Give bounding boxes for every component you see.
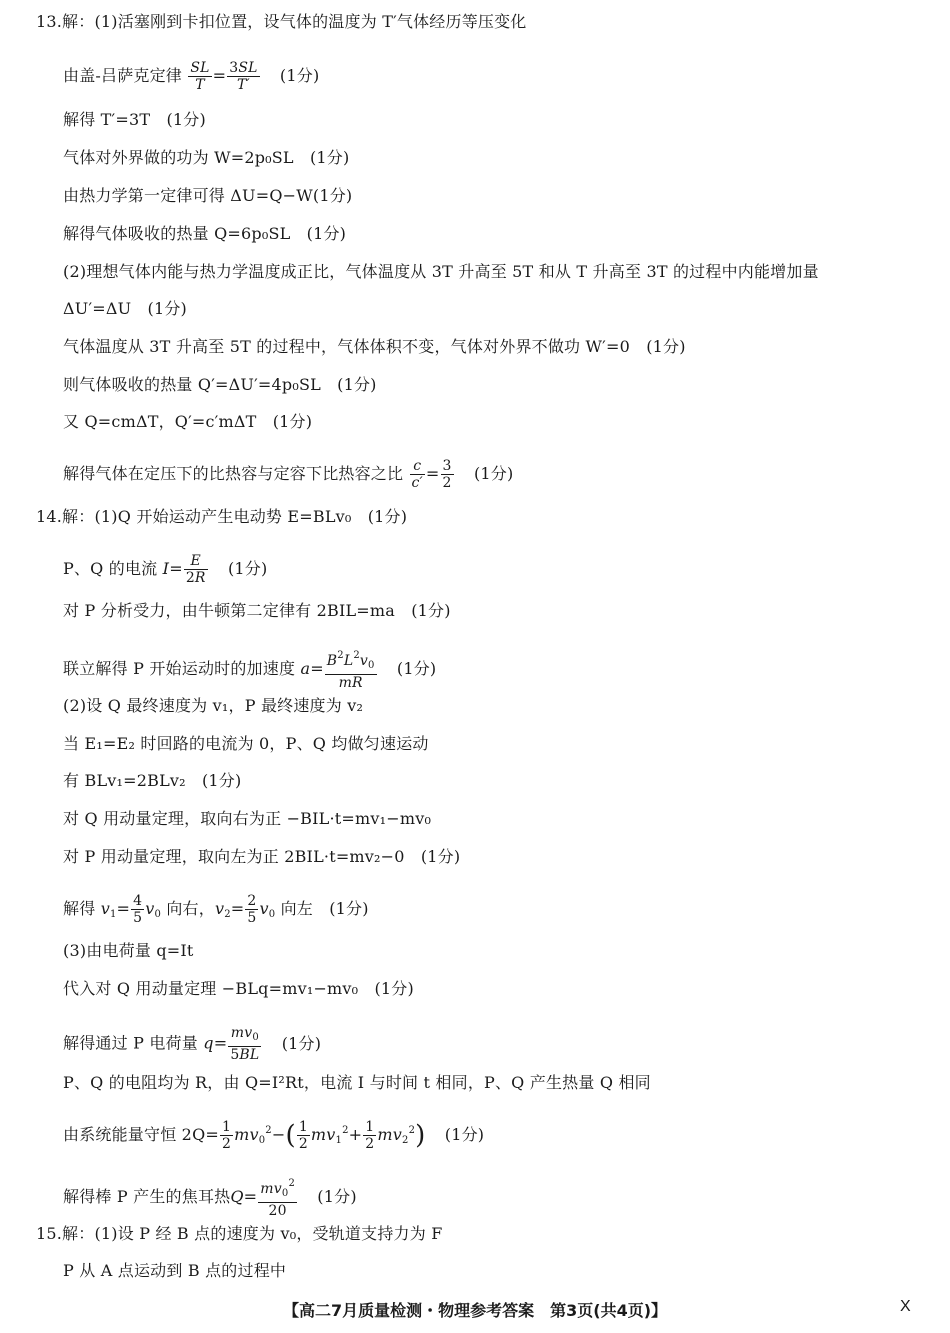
fraction: $\frac{mv_0}{5BL}$ [230,1025,260,1063]
q13-number: 13. [36,12,63,31]
q14-line-15: (3)由电荷量 q=It [63,941,194,960]
q14-line-10: 对 Q 用动量定理，取向右为正 −BIL·t=mv₁−mv₀ [63,809,432,828]
q15-number: 15. [36,1224,63,1243]
fraction: $\frac{1}{2}$ [222,1119,232,1152]
fraction: $\frac{2}{5}$ [247,893,257,926]
q14-line-16: 代入对 Q 用动量定理 −BLq=mv₁−mv₀ (1分) [63,979,414,998]
q13-specific-heat-ratio: 解得气体在定压下的比热容与定容下比热容之比 $\frac{c}{c'}$ = $\frac{3}{2}$ (1分) [63,458,514,491]
q13-line-7: (2)理想气体内能与热力学温度成正比，气体温度从 3T 升高至 5T 和从 T 升高至 3T 的过程中内能增加量 [63,262,819,281]
fraction: $\frac{mv_0^2}{20}$ [260,1178,295,1219]
q13-line-3: 解得 T′=3T (1分) [63,110,206,129]
q14-line-3: 对 P 分析受力，由牛顿第二定律有 2BIL=ma (1分) [63,601,451,620]
corner-mark: X [900,1298,911,1315]
q13-line-8: ΔU′=ΔU (1分) [63,299,187,318]
q15-line-2: P 从 A 点运动到 B 点的过程中 [63,1261,287,1280]
q14-line-1: 14.解：(1)Q 开始运动产生电动势 E=BLv₀ (1分) [36,507,408,526]
q15-line-1: 15.解：(1)设 P 经 B 点的速度为 v₀，受轨道支持力为 F [36,1224,443,1243]
fraction: $\frac{3SL}{T'}$ [229,60,258,93]
q14-energy-conservation: 由系统能量守恒 2Q= $\frac{1}{2}$ $mv_0^2-$( $\frac{1}{2}$ $mv_1^2+$ $\frac{1}{2}$ $mv_2^2$) (1分) [63,1119,485,1152]
fraction: $\frac{c}{c'}$ [411,458,423,491]
fraction: $\frac{1}{2}$ [365,1119,375,1152]
q14-final-velocities: 解得 $v_1=$ $\frac{4}{5}$ $v_0$ 向右，$v_2=$ $\frac{2}{5}$ $v_0$ 向左 (1分) [63,893,369,926]
q14-acceleration: 联立解得 P 开始运动时的加速度 a= $\frac{B^2L^2v_0}{mR}$ (1分) [63,650,437,691]
page-footer: 【高二7月质量检测・物理参考答案 第3页(共4页)】 [282,1301,668,1320]
q13-line-6: 解得气体吸收的热量 Q=6p₀SL (1分) [63,224,347,243]
q13-line-5: 由热力学第一定律可得 ΔU=Q−W(1分) [63,186,353,205]
fraction: $\frac{1}{2}$ [298,1119,308,1152]
fraction: $\frac{B^2L^2v_0}{mR}$ [326,650,375,691]
fraction: $\frac{4}{5}$ [133,893,143,926]
q13-line-4: 气体对外界做的功为 W=2p₀SL (1分) [63,148,350,167]
q14-joule-heat: 解得棒 P 产生的焦耳热Q= $\frac{mv_0^2}{20}$ (1分) [63,1178,357,1219]
fraction: $\frac{3}{2}$ [442,458,452,491]
q13-line-9: 气体温度从 3T 升高至 5T 的过程中，气体体积不变，气体对外界不做功 W′=0 (1分) [63,337,686,356]
q13-line-10: 则气体吸收的热量 Q′=ΔU′=4p₀SL (1分) [63,375,377,394]
q14-line-11: 对 P 用动量定理，取向左为正 2BIL·t=mv₂−0 (1分) [63,847,461,866]
q13-line-11: 又 Q=cmΔT，Q′=c′mΔT (1分) [63,412,313,431]
q14-line-9: 有 BLv₁=2BLv₂ (1分) [63,771,242,790]
q13-line-1: 13.解：(1)活塞刚到卡扣位置，设气体的温度为 T′气体经历等压变化 [36,12,527,31]
q14-current: P、Q 的电流 I= $\frac{E}{2R}$ (1分) [63,553,268,586]
fraction: $\frac{SL}{T}$ [190,60,210,93]
fraction: $\frac{E}{2R}$ [185,553,206,586]
q14-charge: 解得通过 P 电荷量 q= $\frac{mv_0}{5BL}$ (1分) [63,1025,322,1063]
q14-line-7: (2)设 Q 最终速度为 v₁，P 最终速度为 v₂ [63,696,364,715]
q14-number: 14. [36,507,63,526]
q14-line-8: 当 E₁=E₂ 时回路的电流为 0，P、Q 均做匀速运动 [63,734,429,753]
q13-gay-lussac-law: 由盖-吕萨克定律 $\frac{SL}{T}$ = $\frac{3SL}{T'}$ (1分) [63,60,320,93]
q14-line-19: P、Q 的电阻均为 R，由 Q=I²Rt，电流 I 与时间 t 相同，P、Q 产生热量 Q 相同 [63,1073,651,1092]
